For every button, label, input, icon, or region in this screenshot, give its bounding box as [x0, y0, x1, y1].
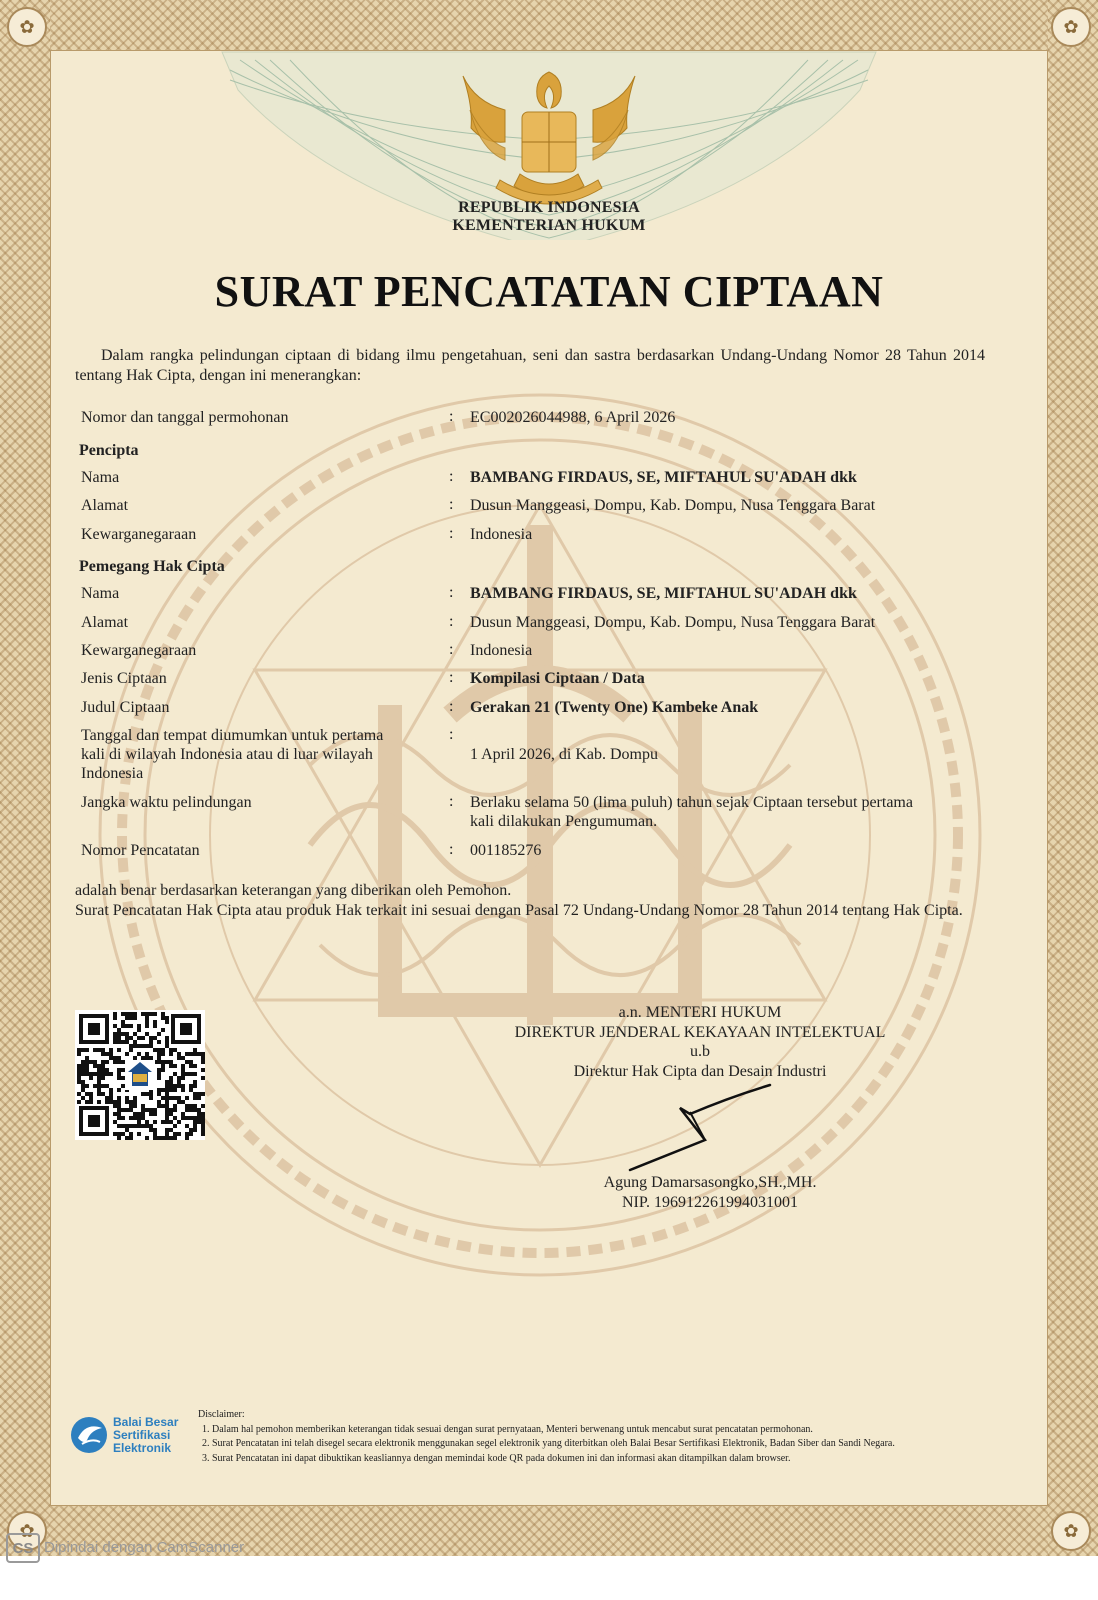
holder-citizenship-value: Indonesia	[470, 642, 533, 659]
bsre-label	[113, 1416, 178, 1455]
holder-heading: Pemegang Hak Cipta	[79, 558, 225, 575]
ministry-heading: KEMENTERIAN HUKUM	[452, 217, 646, 234]
signatory-name: Agung Damarsasongko,SH.,MH.	[603, 1174, 817, 1191]
colon: :	[449, 496, 454, 513]
camscanner-text: Dipindai dengan CamScanner	[44, 1539, 245, 1556]
colon: :	[449, 408, 454, 425]
closing-line: adalah benar berdasarkan keterangan yang diberikan oleh Pemohon.	[75, 882, 512, 899]
colon: :	[449, 641, 454, 658]
disclaimer-title: Disclaimer:	[198, 1409, 245, 1420]
document-title: SURAT PENCATATAN CIPTAAN	[214, 267, 884, 316]
disclaimer-item: 1. Dalam hal pemohon memberikan keterangan tidak sesuai dengan surat pernyataan, Menteri berwenang untuk mencabut surat pencatatan permohonan.	[202, 1423, 813, 1435]
republic-heading: REPUBLIK INDONESIA	[458, 199, 640, 216]
corner-ornament-icon: ✿	[1051, 7, 1091, 47]
colon: :	[449, 584, 454, 601]
record-number-label: Nomor Pencatatan	[81, 842, 200, 859]
publication-label-line: Tanggal dan tempat diumumkan untuk pertama	[81, 727, 384, 744]
protection-label: Jangka waktu pelindungan	[81, 794, 252, 811]
signature-line-3: u.b	[690, 1043, 710, 1060]
publication-label-line: kali di wilayah Indonesia atau di luar wilayah	[81, 746, 373, 763]
holder-address-value: Dusun Manggeasi, Dompu, Kab. Dompu, Nusa Tenggara Barat	[470, 614, 876, 631]
creator-address-label: Alamat	[81, 497, 129, 514]
protection-value-line: Berlaku selama 50 (lima puluh) tahun sejak Ciptaan tersebut pertama	[470, 794, 913, 811]
signature-line-2: DIREKTUR JENDERAL KEKAYAAN INTELEKTUAL	[514, 1024, 886, 1041]
scanner-footer	[0, 1556, 1098, 1600]
colon: :	[449, 669, 454, 686]
signatory-nip: NIP. 196912261994031001	[621, 1194, 798, 1211]
publication-value: 1 April 2026, di Kab. Dompu	[470, 746, 658, 763]
corner-ornament-icon: ✿	[7, 1511, 47, 1551]
colon: :	[449, 698, 454, 715]
bsre-label-line: Elektronik	[113, 1441, 172, 1455]
seal-watermark-icon	[90, 385, 990, 1285]
colon: :	[449, 525, 454, 542]
disclaimer	[198, 1408, 895, 1466]
work-title-label: Judul Ciptaan	[81, 699, 170, 716]
intro-paragraph: Dalam rangka pelindungan ciptaan di bidang ilmu pengetahuan, seni dan sastra berdasarkan Undang-Undang Nomor 28 Tahun 2014 tentang Hak Cipta, dengan ini menerangkan:	[75, 347, 985, 384]
creator-citizenship-label: Kewarganegaraan	[81, 526, 197, 543]
camscanner-logo-icon: CS	[6, 1533, 40, 1563]
colon: :	[449, 613, 454, 630]
corner-ornament-icon: ✿	[1051, 1511, 1091, 1551]
publication-label-line: Indonesia	[81, 765, 144, 782]
qr-code-icon[interactable]	[75, 1010, 205, 1140]
bsre-label-line: Sertifikasi	[113, 1428, 171, 1442]
application-value: EC002026044988, 6 April 2026	[470, 409, 676, 426]
creator-citizenship-value: Indonesia	[470, 526, 533, 543]
colon: :	[449, 468, 454, 485]
protection-value-line: kali dilakukan Pengumuman.	[470, 813, 658, 830]
corner-ornament-icon: ✿	[7, 7, 47, 47]
creator-name-label: Nama	[81, 469, 120, 486]
handwritten-signature-icon	[620, 1082, 780, 1174]
holder-name-label: Nama	[81, 585, 120, 602]
bsre-label-line: Balai Besar	[113, 1415, 179, 1429]
signature-line-4: Direktur Hak Cipta dan Desain Industri	[573, 1063, 827, 1080]
closing-paragraph	[75, 881, 985, 921]
colon: :	[449, 726, 454, 743]
colon: :	[449, 841, 454, 858]
creator-name-value: BAMBANG FIRDAUS, SE, MIFTAHUL SU'ADAH dkk	[470, 469, 857, 486]
work-type-label: Jenis Ciptaan	[81, 670, 167, 687]
disclaimer-item: 3. Surat Pencatatan ini dapat dibuktikan keasliannya dengan memindai kode QR pada dokumen ini dan informasi akan ditampilkan dalam browser.	[202, 1452, 791, 1464]
record-number-value: 001185276	[470, 842, 542, 859]
holder-name-value: BAMBANG FIRDAUS, SE, MIFTAHUL SU'ADAH dkk	[470, 585, 857, 602]
creator-heading: Pencipta	[79, 442, 139, 459]
creator-address-value: Dusun Manggeasi, Dompu, Kab. Dompu, Nusa Tenggara Barat	[470, 497, 876, 514]
holder-address-label: Alamat	[81, 614, 129, 631]
border-top	[0, 0, 1098, 50]
disclaimer-item: 2. Surat Pencatatan ini telah disegel secara elektronik menggunakan segel elektronik yang diterbitkan oleh Balai Besar Sertifikasi Elektronik, Badan Siber dan Sandi Negara.	[202, 1438, 895, 1449]
colon: :	[449, 793, 454, 810]
application-label: Nomor dan tanggal permohonan	[81, 409, 289, 426]
work-title-value: Gerakan 21 (Twenty One) Kambeke Anak	[470, 699, 759, 716]
work-type-value: Kompilasi Ciptaan / Data	[470, 670, 645, 687]
signature-line-1: a.n. MENTERI HUKUM	[618, 1004, 782, 1021]
closing-line: Surat Pencatatan Hak Cipta atau produk Hak terkait ini sesuai dengan Pasal 72 Undang-Undang Nomor 28 Tahun 2014 tentang Hak Cipta.	[75, 902, 963, 919]
holder-citizenship-label: Kewarganegaraan	[81, 642, 197, 659]
